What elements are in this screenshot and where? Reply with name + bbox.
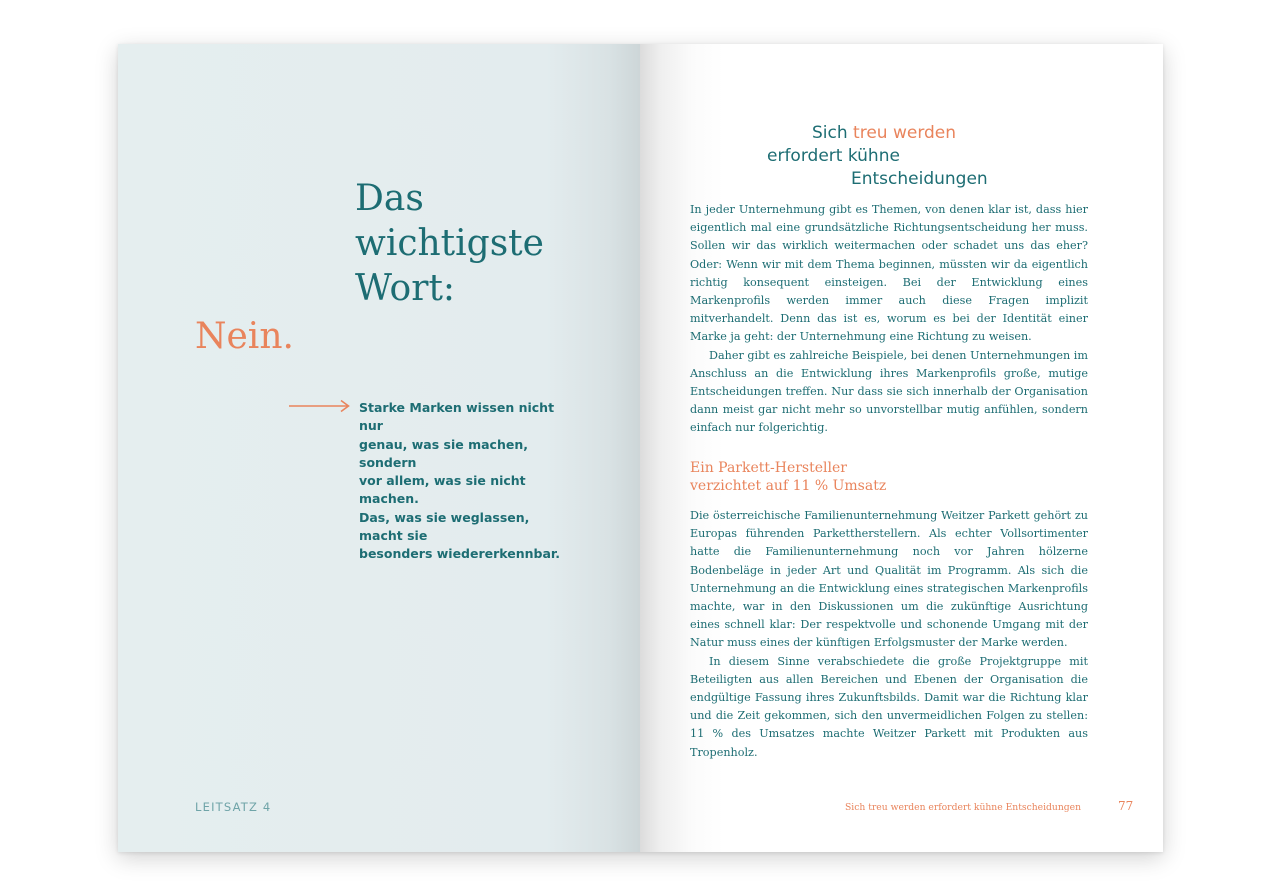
paragraph: Daher gibt es zahlreiche Beispiele, bei denen Unternehmungen im Anschluss an die Entwicklung ihres Markenprofils große, mutige Entscheidungen treffen. Nur dass sie sich innerhalb der Organisation dann meist gar nicht mehr so unvorstellbar mutig anfühlen, sondern einfach nur folgerichtig. — [690, 348, 1088, 435]
left-page — [118, 44, 640, 852]
heading-text: Sich — [812, 123, 854, 143]
section-label: LEITSATZ 4 — [195, 800, 272, 814]
right-page — [640, 44, 1163, 852]
heading-line: erfordert kühne — [767, 146, 900, 166]
subheading-line: Ein Parkett-Hersteller — [690, 460, 847, 476]
title-line: wichtigste — [355, 223, 544, 264]
emphasis-word: Nein. — [195, 316, 294, 357]
quote-line: vor allem, was sie nicht machen. — [359, 473, 526, 507]
quote-line: Starke Marken wissen nicht nur — [359, 400, 555, 434]
book-spread — [118, 44, 1163, 852]
paragraph: Die österreichische Familienunternehmung Weitzer Parkett gehört zu Europas führenden Parkettherstellern. Als echter Vollsortimenter hatte die Familienunternehmung noch vor Jahren hölzerne Bodenbeläge in jeder Art und Qualität im Programm. Als sich die Unternehmung an die Entwicklung eines strategischen Markenprofils machte, war in den Diskussionen um die zukünftige Ausrichtung eines schnell klar: Der respektvolle und schonende Umgang mit der Natur muss eines der künftigen Erfolgsmuster der Marke werden. — [690, 509, 1088, 650]
heading-line: Entscheidungen — [851, 169, 988, 189]
page-title — [355, 176, 544, 311]
running-footer: Sich treu werden erfordert kühne Entscheidungen — [845, 802, 1081, 813]
title-line: Das — [355, 178, 424, 219]
chapter-heading — [640, 122, 1163, 192]
paragraph: In jeder Unternehmung gibt es Themen, von denen klar ist, dass hier eigentlich mal eine grundsätzliche Richtungsentscheidung her muss. Sollen wir das wirklich weitermachen oder schadet uns das eher? Oder: Wenn wir mit dem Thema beginnen, müssten wir da eigentlich richtig konsequent einsteigen. Bei der Entwicklung eines Markenprofils werden immer auch diese Fragen implizit mitverhandelt. Denn das ist es, worum es bei der Identität einer Marke ja geht: der Unternehmung eine Richtung zu weisen. — [690, 203, 1088, 344]
quote-line: genau, was sie machen, sondern — [359, 436, 528, 470]
body-section-2 — [690, 507, 1088, 762]
subheading-line: verzichtet auf 11 % Umsatz — [690, 478, 887, 494]
arrow-right-icon — [288, 399, 352, 413]
pull-quote — [359, 399, 574, 564]
heading-accent-text: treu werden — [853, 123, 957, 143]
subheading — [690, 459, 1088, 495]
body-section-1 — [690, 201, 1088, 438]
heading-line — [812, 122, 956, 144]
quote-line: Das, was sie weglassen, macht sie — [359, 509, 530, 544]
quote-line: besonders wiedererkennbar. — [359, 546, 561, 562]
paragraph: In diesem Sinne verabschiedete die große Projektgruppe mit Beteiligten aus allen Bereichen und Ebenen der Organisation die endgültige Fassung ihres Zukunftsbilds. Damit war die Richtung klar und die Zeit gekommen, sich den unvermeidlichen Folgen zu stellen: 11 % des Umsatzes machte Weitzer Parkett mit Produkten aus Tropenholz. — [690, 654, 1088, 759]
title-line: Wort: — [355, 268, 456, 309]
page-number: 77 — [1118, 799, 1134, 813]
